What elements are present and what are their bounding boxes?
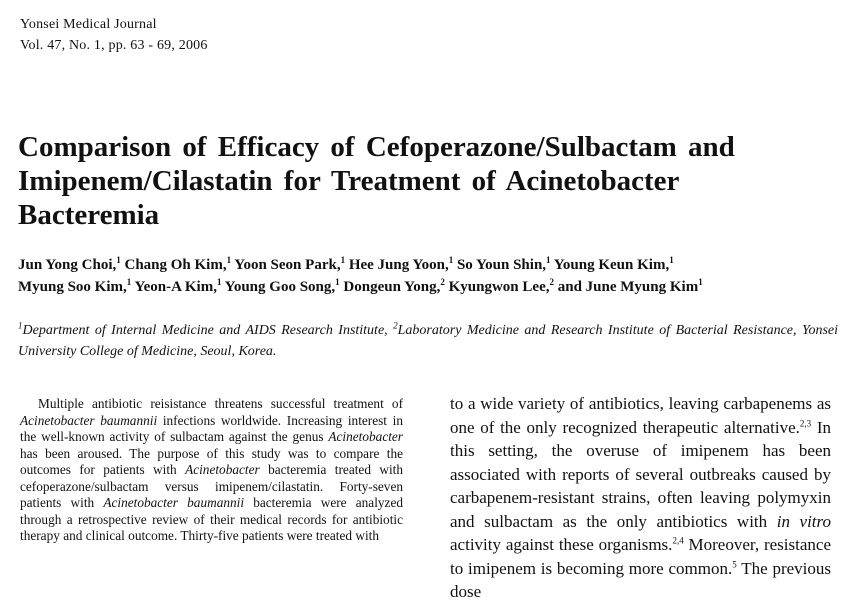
affiliation-2: Laboratory Medicine and Research Institute of Bacterial Resistance, Yonsei University College of Medicine, Seoul, Korea. [18, 323, 839, 359]
title-line-3: Bacteremia [18, 199, 160, 231]
journal-name: Yonsei Medical Journal [20, 17, 157, 32]
author-affiliation-mark: 1 [335, 277, 340, 287]
author-affiliation-mark: 1 [340, 255, 346, 265]
author-name: Hee Jung Yoon, [348, 257, 449, 273]
author-name: Myung Soo Kim, [18, 279, 127, 295]
affiliations [18, 320, 838, 362]
author [225, 279, 340, 295]
author-name: Young Keun Kim, [553, 257, 670, 273]
author-name: So Youn Shin, [456, 257, 547, 273]
author-affiliation-mark: 1 [226, 255, 232, 265]
author [449, 279, 554, 295]
author-affiliation-mark: 1 [116, 255, 121, 265]
affiliation-mark-2: 2 [393, 320, 398, 331]
author [134, 279, 221, 295]
body-text-column: to a wide variety of antibiotics, leaving carbapenems as one of the only recognized therapeutic alternative.$^{2,3}$ In this setting, the overuse of imipenem has been associated with reports of several outbreaks caused by carbapenem-resistant strains, often leaving polymyxin and sulbactam as the only antibiotics with in vitro activity against these organisms.$^{2,4}$ Moreover, resistance to imipenem is becoming more common.$^5$ The previous dose [450, 394, 831, 601]
author-affiliation-mark: 1 [126, 277, 132, 287]
article-title [18, 130, 818, 232]
author-name: Kyungwon Lee, [448, 279, 550, 295]
abstract-text: Multiple antibiotic reisistance threatens successful treatment of Acinetobacter baumannii infections worldwide. Increasing interest in the well-known activity of sulbactam against the genus Acinetobacter has been aroused. The purpose of this study was to compare the outcomes for patients with Acinetobacter bacteremia treated with cefoperazone/sulbactam versus imipenem/cilastatin. Forty-seven patients with Acinetobacter baumannii bacteremia were analyzed through a retrospective review of their medical records for antibiotic therapy and clinical outcome. Thirty-five patients were treated with [20, 396, 404, 543]
title-line-1: Comparison of Efficacy of Cefoperazone/Sulbactam and [18, 131, 735, 163]
author-name: and June Myung Kim [557, 279, 699, 295]
author-name: Chang Oh Kim, [124, 257, 227, 273]
author [18, 257, 121, 273]
author-affiliation-mark: 1 [669, 255, 674, 265]
author [18, 279, 131, 295]
author-name: Yoon Seon Park, [234, 257, 341, 273]
author [124, 257, 231, 273]
author-name: Young Goo Song, [224, 279, 336, 295]
affiliation-1: Department of Internal Medicine and AIDS Research Institute, [22, 323, 388, 338]
author [343, 279, 444, 295]
author-name: Dongeun Yong, [343, 279, 441, 295]
author-name: Yeon-A Kim, [134, 279, 217, 295]
author-affiliation-mark: 1 [546, 255, 551, 265]
author-affiliation-mark: 1 [448, 255, 454, 265]
title-line-2: Imipenem/Cilastatin for Treatment of Acinetobacter [18, 165, 680, 197]
author-name: Jun Yong Choi, [18, 257, 117, 273]
author-list [18, 254, 838, 298]
journal-citation: Vol. 47, No. 1, pp. 63 - 69, 2006 [20, 38, 208, 53]
author-affiliation-mark: 2 [440, 277, 445, 287]
affiliation-mark-1: 1 [18, 320, 23, 331]
author-affiliation-mark: 1 [698, 277, 703, 287]
author-affiliation-mark: 1 [216, 277, 222, 287]
author [234, 257, 345, 273]
author [554, 257, 674, 273]
journal-header [20, 14, 208, 56]
author [558, 279, 703, 295]
author [457, 257, 551, 273]
author-affiliation-mark: 2 [549, 277, 554, 287]
author [349, 257, 453, 273]
